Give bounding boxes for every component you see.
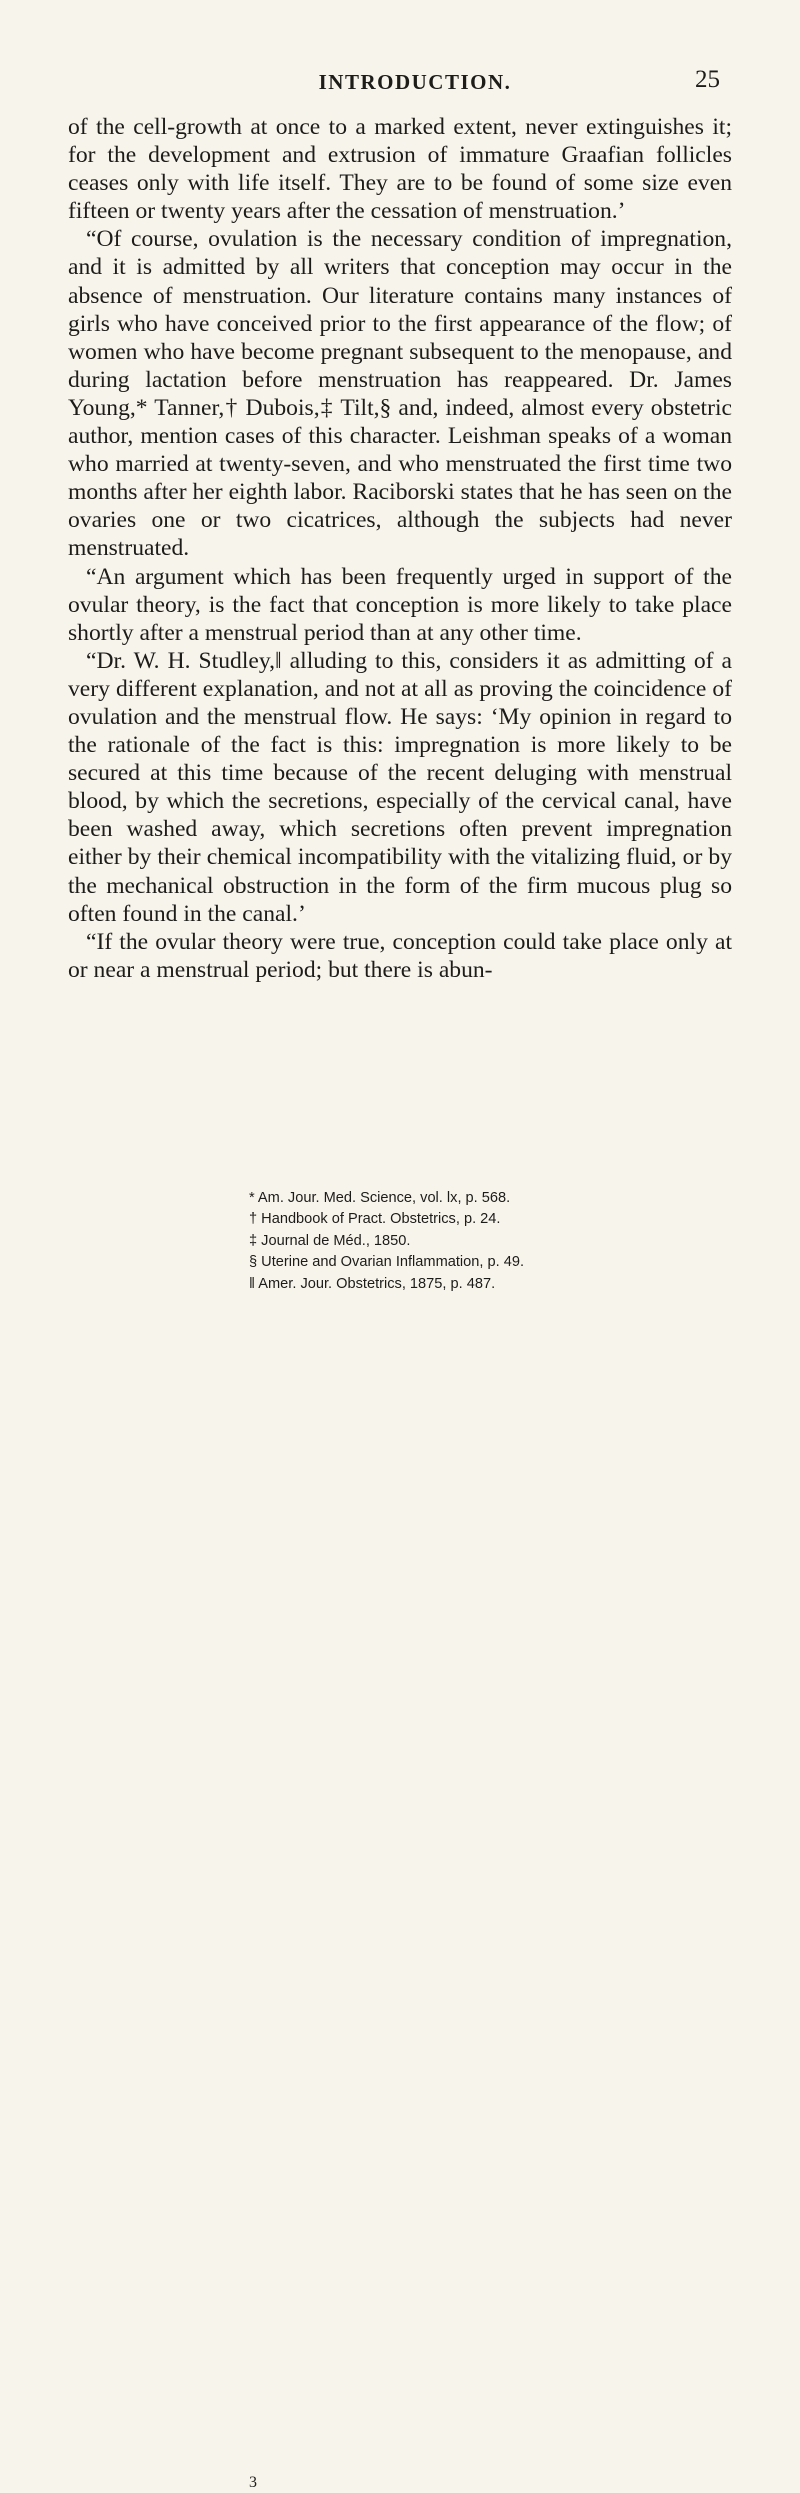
signature-mark: 3 [249, 2474, 257, 2491]
paragraph-1: of the cell-growth at once to a marked extent, never extinguishes it; for the development and extrusion of immature Graafian follicles ceases only with life itself. They are to be found of some size even fifteen or twenty years after the cessation of menstruation.’ [68, 114, 732, 225]
footnote-2: † Handbook of Pract. Obstetrics, p. 24. [249, 1211, 501, 1228]
paragraph-5: “If the ovular theory were true, conception could take place only at or near a menstrual period; but there is abun- [68, 928, 732, 983]
page-header [110, 66, 720, 100]
running-head: INTRODUCTION. [318, 70, 512, 94]
footnote-1: * Am. Jour. Med. Science, vol. lx, p. 568. [249, 1190, 511, 1206]
paragraph-4: “Dr. W. H. Studley,‖ alluding to this, considers it as admitting of a very different explanation, and not at all as proving the coincidence of ovulation and the menstrual flow. He says: ‘My opinion in regard to the rationale of the fact is this: impregnation is more likely to be secured at this time because of the recent deluging with menstrual blood, by which the secretions, especially of the cervical canal, have been washed away, which secretions often prevent impregnation either by their chemical incompatibility with the vitalizing fluid, or by the mechanical obstruction in the form of the firm mucous plug so often found in the canal.’ [68, 647, 732, 927]
footnote-3: ‡ Journal de Méd., 1850. [249, 1232, 411, 1249]
body-text [68, 113, 732, 984]
footnotes [249, 1188, 699, 2491]
footnote-4: § Uterine and Ovarian Inflammation, p. 49. [249, 1254, 524, 1271]
paragraph-3: “An argument which has been frequently urged in support of the ovular theory, is the fact that conception is more likely to take place shortly after a menstrual period than at any other time. [68, 563, 732, 646]
page-number: 25 [695, 66, 720, 93]
footnote-5: ‖ Amer. Jour. Obstetrics, 1875, p. 487. [249, 1275, 496, 1292]
paragraph-2: “Of course, ovulation is the necessary condition of impregnation, and it is admitted by all writers that conception may occur in the absence of menstruation. Our literature contains many instances of girls who have conceived prior to the first appearance of the flow; of women who have become pregnant subsequent to the menopause, and during lactation before menstruation has reappeared. Dr. James Young,* Tanner,† Dubois,‡ Tilt,§ and, indeed, almost every obstetric author, mention cases of this character. Leishman speaks of a woman who married at twenty-seven, and who menstruated the first time two months after her eighth labor. Raciborski states that he has seen on the ovaries one or two cicatrices, although the subjects had never menstruated. [68, 226, 732, 562]
